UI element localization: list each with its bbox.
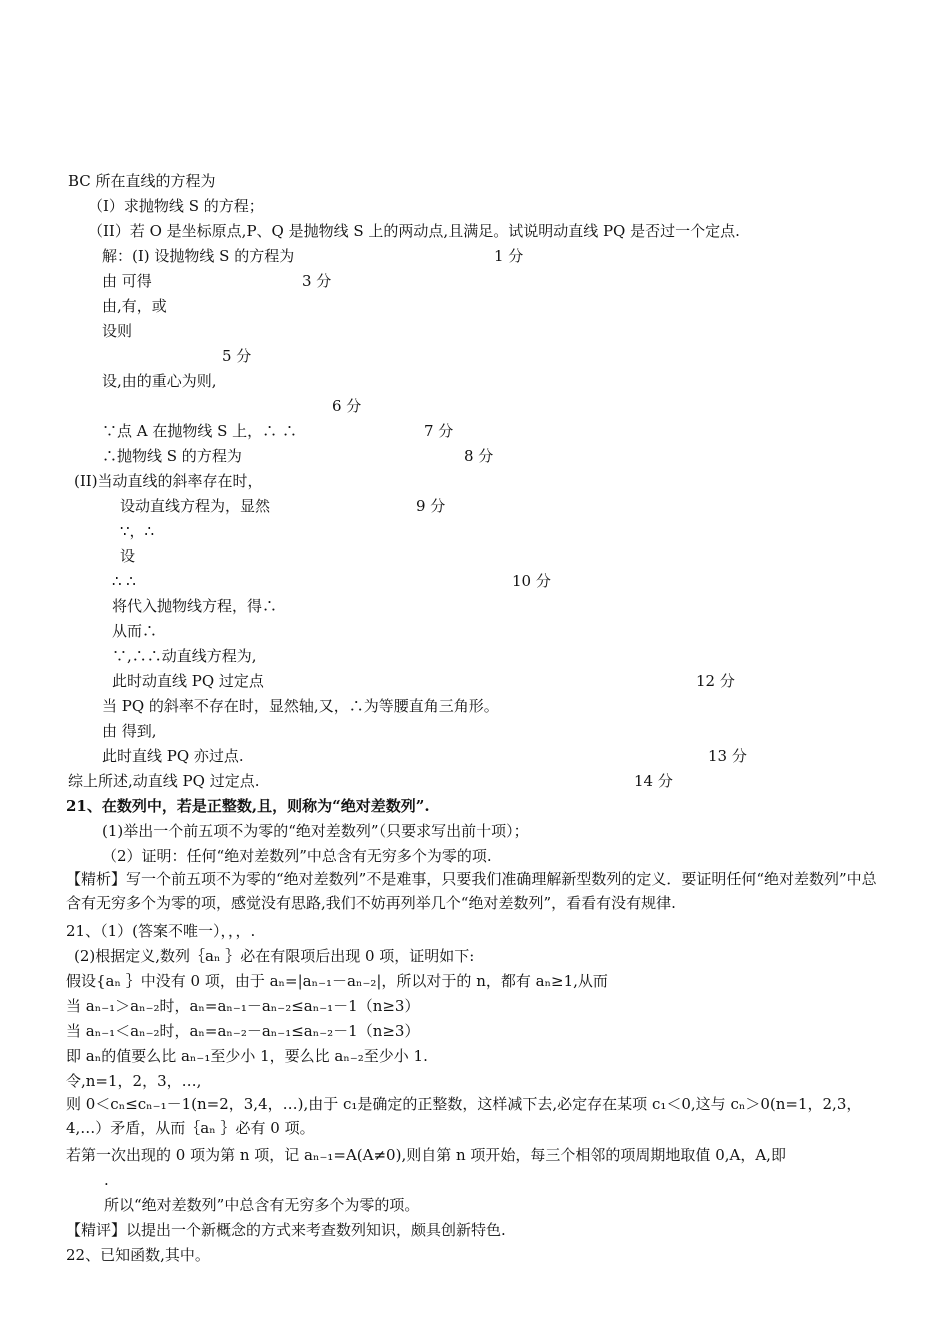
text-line-part-i: （I）求抛物线 S 的方程； xyxy=(88,197,264,215)
text-line-fixed-point: 此时动直线 PQ 过定点 xyxy=(112,672,264,690)
problem-21-part-2: （2）证明：任何“绝对差数列”中总含有无穷多个为零的项. xyxy=(102,847,492,865)
text-line-slope-exists: (II)当动直线的斜率存在时， xyxy=(74,472,263,490)
text-line-therefore: ∴ ∴ xyxy=(112,572,136,590)
text-line-substitute: 将代入抛物线方程，得∴ xyxy=(112,597,278,615)
score-1: 1 分 xyxy=(494,247,524,265)
score-5: 5 分 xyxy=(222,347,252,365)
proof-assumption: 假设{aₙ ｝中没有 0 项，由于 aₙ=|aₙ₋₁－aₙ₋₂|，所以对于的 n，都有 aₙ≥1,从而 xyxy=(66,972,608,990)
score-10: 10 分 xyxy=(512,572,551,590)
commentary: 【精评】以提出一个新概念的方式来考查数列知识，颇具创新特色. xyxy=(66,1221,506,1239)
score-9: 9 分 xyxy=(416,497,446,515)
text-line-parabola-eq: ∴抛物线 S 的方程为 xyxy=(102,447,242,465)
text-line-solution-i: 解：(I) 设抛物线 S 的方程为 xyxy=(102,247,295,265)
answer-21-2-intro: (2)根据定义,数列｛aₙ ｝必在有限项后出现 0 项，证明如下: xyxy=(74,947,475,965)
problem-22-heading: 22、已知函数,其中。 xyxy=(66,1246,210,1264)
text-line-from: 由 得到, xyxy=(102,722,157,740)
score-14: 14 分 xyxy=(634,772,673,790)
text-line-because: ∵，∴ xyxy=(120,522,155,540)
text-line-moving-line: ∵,∴∴动直线方程为, xyxy=(112,647,257,665)
text-line-slope-none: 当 PQ 的斜率不存在时，显然轴,又，∴为等腰直角三角形。 xyxy=(102,697,499,715)
proof-period-dot: . xyxy=(104,1171,109,1189)
text-line-conclusion: 综上所述,动直线 PQ 过定点. xyxy=(68,772,260,790)
text-line-thus: 从而∴ xyxy=(112,622,158,640)
analysis-paragraph: 【精析】写一个前五项不为零的“绝对差数列”不是难事，只要我们准确理解新型数列的定义．要证明任何“绝对差数列”中总含有无穷多个为零的项，感觉没有思路,我们不妨再列举几个“绝对差数列”，看看有没有规律. xyxy=(66,870,877,912)
proof-period: 若第一次出现的 0 项为第 n 项，记 aₙ₋₁=A(A≠0),则自第 n 项开始，每三个相邻的项周期地取值 0,A，A,即 xyxy=(66,1146,786,1164)
text-line-let: 设则 xyxy=(102,322,133,340)
score-8: 8 分 xyxy=(464,447,494,465)
text-line-point-a: ∵点 A 在抛物线 S 上，∴ ∴ xyxy=(102,422,297,440)
score-3: 3 分 xyxy=(302,272,332,290)
proof-decrease: 即 aₙ的值要么比 aₙ₋₁至少小 1，要么比 aₙ₋₂至少小 1. xyxy=(66,1047,428,1065)
score-12: 12 分 xyxy=(696,672,735,690)
proof-conclusion: 所以“绝对差数列”中总含有无穷多个为零的项。 xyxy=(104,1196,420,1214)
proof-case-1: 当 aₙ₋₁＞aₙ₋₂时，aₙ=aₙ₋₁－aₙ₋₂≤aₙ₋₁－1（n≥3） xyxy=(66,997,420,1015)
text-line-also-passes: 此时直线 PQ 亦过点. xyxy=(102,747,244,765)
text-line-part-ii: （II）若 O 是坐标原点,P、Q 是抛物线 S 上的两动点,且满足。试说明动直线 PQ 是否过一个定点. xyxy=(88,222,740,240)
text-line-obtain: 由 可得 xyxy=(102,272,152,290)
score-7: 7 分 xyxy=(424,422,454,440)
proof-contradiction: 则 0＜cₙ≤cₙ₋₁－1(n=2，3,4，…),由于 c₁是确定的正整数，这样减下去,必定存在某项 c₁＜0,这与 cₙ＞0(n=1，2,3，4,…）矛盾，从而｛aₙ ｝必有 0 项。 xyxy=(66,1095,862,1137)
problem-21-heading: 21、在数列中，若是正整数,且，则称为“绝对差数列”. xyxy=(66,797,430,815)
text-line-let-2: 设 xyxy=(120,547,136,565)
proof-let-n: 令,n=1，2，3，…, xyxy=(66,1072,202,1090)
text-line-you: 由,有，或 xyxy=(102,297,167,315)
problem-21-part-1: (1)举出一个前五项不为零的“绝对差数列”（只要求写出前十项）； xyxy=(102,822,529,840)
answer-21-1: 21、（1）(答案不唯一），，，. xyxy=(66,922,256,940)
score-6: 6 分 xyxy=(332,397,362,415)
proof-case-2: 当 aₙ₋₁＜aₙ₋₂时，aₙ=aₙ₋₂－aₙ₋₁≤aₙ₋₂－1（n≥3） xyxy=(66,1022,420,1040)
text-line-centroid: 设,由的重心为则, xyxy=(102,372,217,390)
text-line-line-eq: 设动直线方程为，显然 xyxy=(120,497,271,515)
score-13: 13 分 xyxy=(708,747,747,765)
text-line-bc-equation: BC 所在直线的方程为 xyxy=(68,172,216,190)
